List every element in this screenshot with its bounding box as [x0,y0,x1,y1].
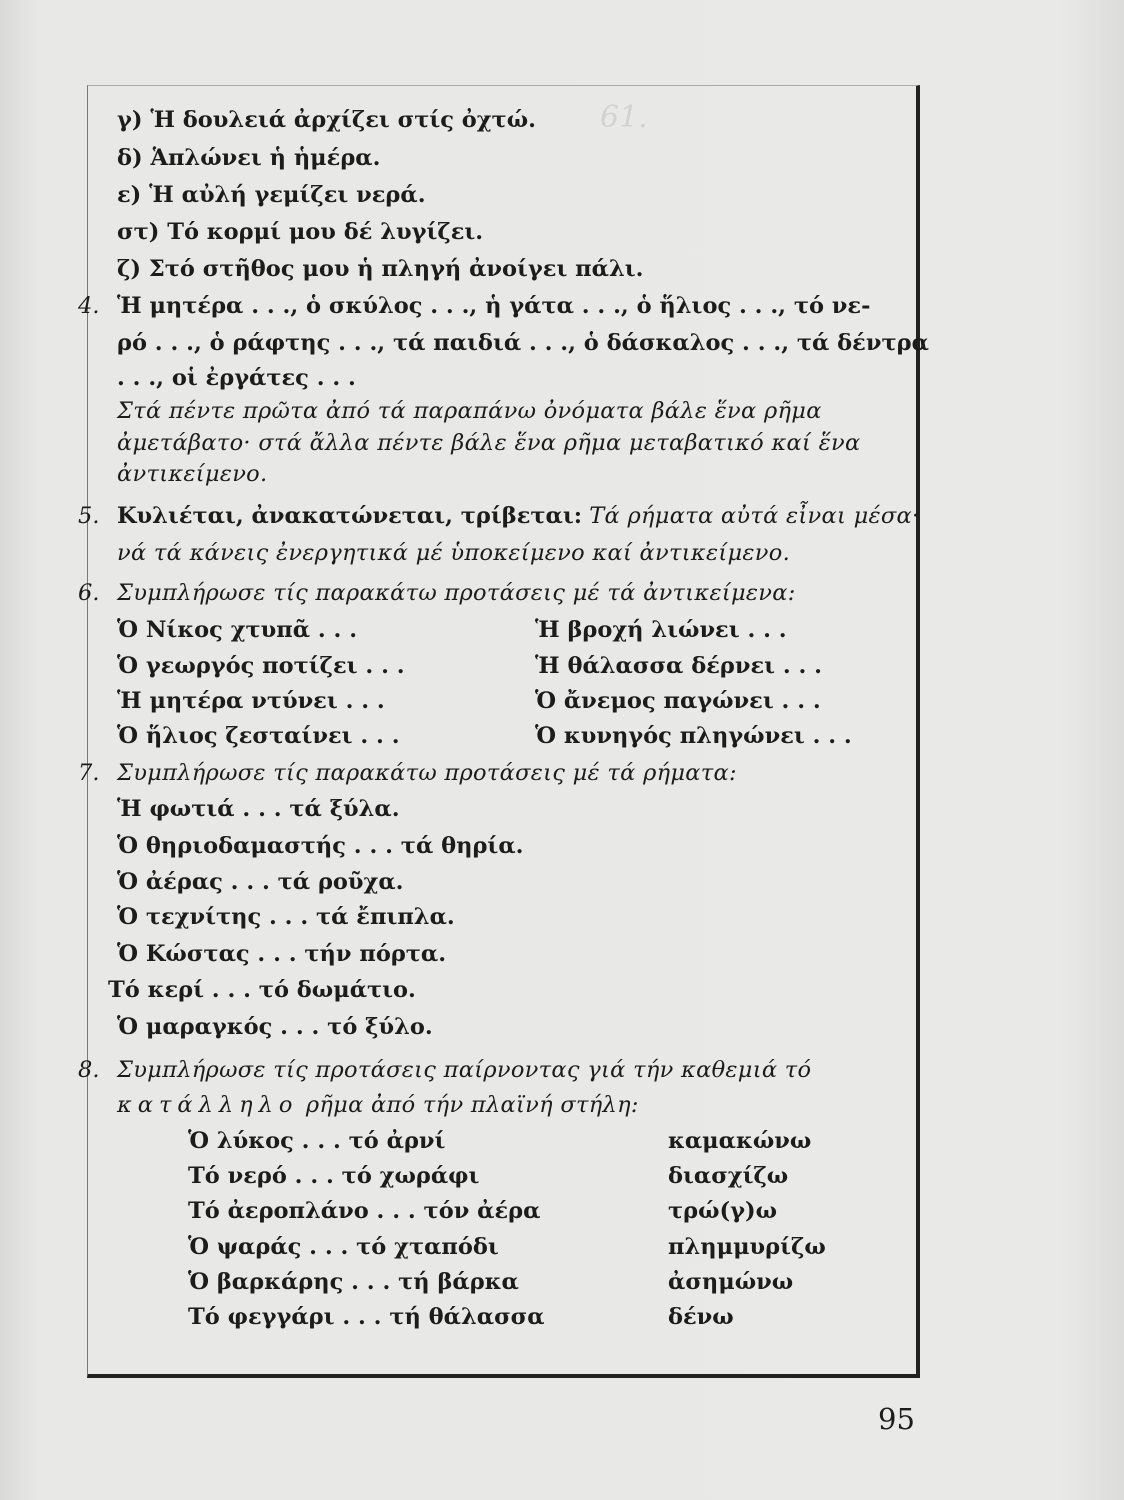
exercise-4-number: 4. [78,293,100,319]
exercise-6-right-item: Ἡ θάλασσα δέρνει . . . [535,653,823,679]
exercise-8-number: 8. [78,1057,100,1083]
exercise-6-right-item: Ὁ κυνηγός πληγώνει . . . [535,723,852,749]
page-number: 95 [878,1402,915,1436]
exercise-5-number: 5. [78,503,100,529]
exercise-4-line: ρό . . ., ὁ ράφτης . . ., τά παιδιά . . ., ὁ δάσκαλος . . ., τά δέντρα [117,330,929,356]
exercise-6-left-item: Ὁ Νίκος χτυπᾶ . . . [117,617,358,643]
exercise-5-instruction: Τά ρήματα αὐτά εἶναι μέσα· [589,503,920,529]
exercise-8-verb: καμακώνω [668,1128,812,1154]
exercise-4-line: Ἡ μητέρα . . ., ὁ σκύλος . . ., ἡ γάτα . . ., ὁ ἥλιος . . ., τό νε- [117,293,871,319]
exercise-6-left-item: Ὁ ἥλιος ζεσταίνει . . . [117,723,400,749]
exercise-8-instruction: κατάλληλο ρῆμα ἀπό τήν πλαϊνή στήλη: [117,1092,639,1118]
exercise-6-right-item: Ἡ βροχή λιώνει . . . [535,617,787,643]
exercise-7-number: 7. [78,760,100,786]
exercise-7-instruction: Συμπλήρωσε τίς παρακάτω προτάσεις μέ τά ρήματα: [117,760,737,786]
exercise-7-item: Ὁ Κώστας . . . τήν πόρτα. [117,941,447,967]
exercise-8-sentence: Τό νερό . . . τό χωράφι [188,1163,480,1189]
exercise-4-instruction: Στά πέντε πρῶτα ἀπό τά παραπάνω ὀνόματα βάλε ἕνα ρῆμα [117,398,822,424]
exercise-7-item: Ὁ ἀέρας . . . τά ροῦχα. [117,869,404,895]
exercise-8-verb: διασχίζω [668,1163,789,1189]
item-st: στ) Τό κορμί μου δέ λυγίζει. [117,219,484,245]
exercise-8-instruction: Συμπλήρωσε τίς προτάσεις παίρνοντας γιά τήν καθεμιά τό [117,1057,812,1083]
item-epsilon: ε) Ἡ αὐλή γεμίζει νερά. [117,182,426,208]
exercise-8-verb: τρώ(γ)ω [668,1198,778,1224]
exercise-7-item: Ἡ φωτιά . . . τά ξύλα. [117,796,400,822]
exercise-8-sentence: Ὁ ψαράς . . . τό χταπόδι [188,1234,499,1260]
exercise-8-verb: πλημμυρίζω [668,1234,826,1260]
bleed-through: 61. [600,100,648,135]
exercise-8-verb: δένω [668,1304,734,1330]
exercise-4-line: . . ., οἱ ἐργάτες . . . [117,365,356,391]
exercise-6-right-item: Ὁ ἄνεμος παγώνει . . . [535,688,821,714]
exercise-5-instruction: νά τά κάνεις ἐνεργητικά μέ ὑποκείμενο καί ἀντικείμενο. [117,540,791,566]
exercise-6-number: 6. [78,580,100,606]
exercise-8-spaced-word: κατάλληλο [117,1092,299,1118]
exercise-8-verb: ἀσημώνω [668,1269,794,1295]
exercise-8-sentence: Ὁ βαρκάρης . . . τή βάρκα [188,1269,519,1295]
exercise-4-instruction: ἀντικείμενο. [117,461,268,487]
exercise-7-item: Ὁ θηριοδαμαστής . . . τά θηρία. [117,833,524,859]
exercise-6-left-item: Ὁ γεωργός ποτίζει . . . [117,653,405,679]
exercise-6-left-item: Ἡ μητέρα ντύνει . . . [117,688,385,714]
exercise-5-verbs: Κυλιέται, ἀνακατώνεται, τρίβεται: [117,503,583,529]
exercise-7-item: Ὁ τεχνίτης . . . τά ἔπιπλα. [117,904,455,930]
exercise-8-sentence: Ὁ λύκος . . . τό ἀρνί [188,1128,446,1154]
item-delta: δ) Ἁπλώνει ἡ ἡμέρα. [117,145,381,171]
exercise-7-item: Τό κερί . . . τό δωμάτιο. [108,977,416,1003]
exercise-6-instruction: Συμπλήρωσε τίς παρακάτω προτάσεις μέ τά ἀντικείμενα: [117,580,796,606]
exercise-5-line [117,503,920,529]
exercise-8-sentence: Τό φεγγάρι . . . τή θάλασσα [188,1304,545,1330]
exercise-4-instruction: ἀμετάβατο· στά ἄλλα πέντε βάλε ἕνα ρῆμα μεταβατικό καί ἕνα [117,430,861,456]
exercise-8-sentence: Τό ἀεροπλάνο . . . τόν ἀέρα [188,1198,541,1224]
exercise-7-item: Ὁ μαραγκός . . . τό ξύλο. [117,1014,433,1040]
item-zeta: ζ) Στό στῆθος μου ἡ πληγή ἀνοίγει πάλι. [117,256,644,282]
item-gamma: γ) Ἡ δουλειά ἀρχίζει στίς ὀχτώ. [117,107,536,133]
